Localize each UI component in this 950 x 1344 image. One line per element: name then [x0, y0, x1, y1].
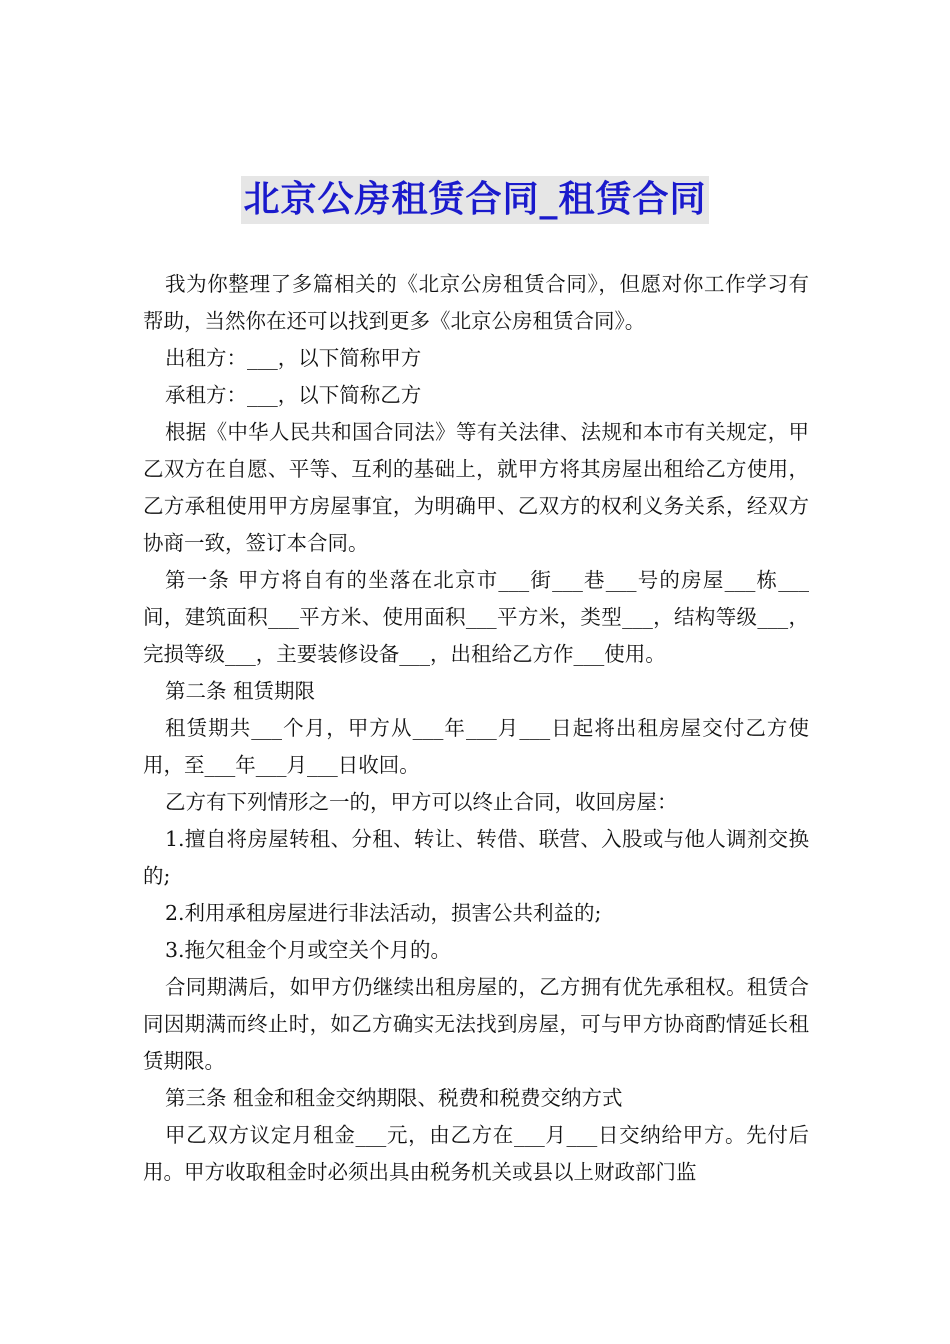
paragraph-article-3-heading: 第三条 租金和租金交纳期限、税费和税费交纳方式 [165, 1086, 623, 1110]
paragraph-renewal: 合同期满后，如甲方仍继续出租房屋的，乙方拥有优先承租权。租赁合同因期满而终止时，如乙方确实无法找到房屋，可与甲方协商酌情延长租赁期限。 [143, 975, 809, 1073]
document-body [143, 266, 809, 1191]
paragraph-lease-term: 租赁期共___个月，甲方从___年___月___日起将出租房屋交付乙方使用，至___年___月___日收回。 [143, 716, 809, 777]
paragraph-termination-intro: 乙方有下列情形之一的，甲方可以终止合同，收回房屋： [165, 790, 678, 814]
document-title: 北京公房租赁合同_租赁合同 [241, 176, 708, 224]
paragraph-lessee: 承租方：___，以下简称乙方 [165, 383, 422, 407]
paragraph-basis: 根据《中华人民共和国合同法》等有关法律、法规和本市有关规定，甲乙双方在自愿、平等、互利的基础上，就甲方将其房屋出租给乙方使用，乙方承租使用甲方房屋事宜，为明确甲、乙双方的权利义务关系，经双方协商一致，签订本合同。 [143, 420, 809, 555]
paragraph-termination-item-2: 2.利用承租房屋进行非法活动，损害公共利益的; [165, 901, 602, 925]
paragraph-termination-item-1: 1.擅自将房屋转租、分租、转让、转借、联营、入股或与他人调剂交换的; [143, 827, 809, 888]
paragraph-termination-item-3: 3.拖欠租金个月或空关个月的。 [165, 938, 452, 962]
paragraph-intro: 我为你整理了多篇相关的《北京公房租赁合同》，但愿对你工作学习有帮助，当然你在还可以找到更多《北京公房租赁合同》。 [143, 272, 809, 333]
paragraph-article-1: 第一条 甲方将自有的坐落在北京市___街___巷___号的房屋___栋___间，建筑面积___平方米、使用面积___平方米，类型___，结构等级___，完损等级___，主要装修设备___，出租给乙方作___使用。 [143, 568, 809, 666]
paragraph-article-2-heading: 第二条 租赁期限 [165, 679, 316, 703]
paragraph-lessor: 出租方：___，以下简称甲方 [165, 346, 422, 370]
title-container [0, 176, 950, 224]
paragraph-rent: 甲乙双方议定月租金___元，由乙方在___月___日交纳给甲方。先付后用。甲方收取租金时必须出具由税务机关或县以上财政部门监 [143, 1123, 809, 1184]
